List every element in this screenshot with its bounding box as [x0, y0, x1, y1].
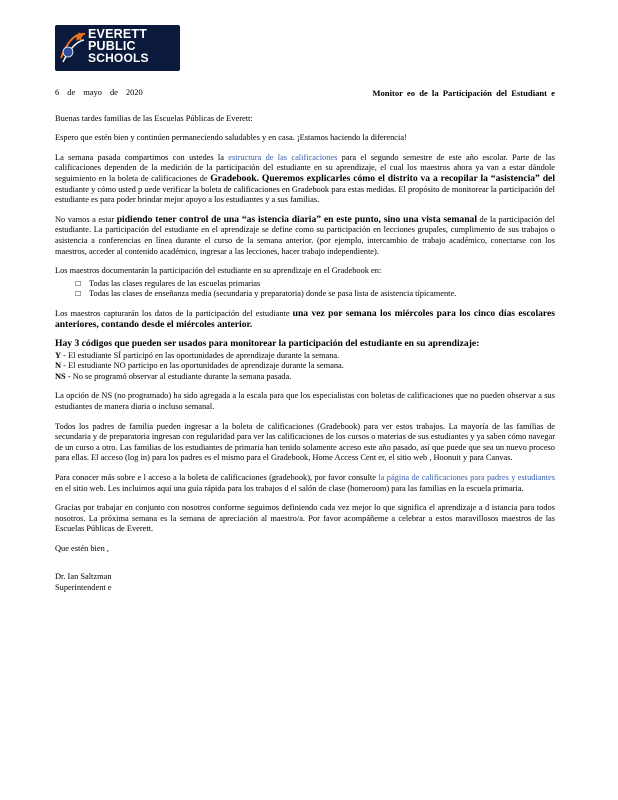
- paragraph-2: [55, 153, 555, 206]
- paragraph-3: [55, 215, 555, 257]
- header-row: [55, 88, 555, 99]
- list-item-text: Todas las clases regulares de las escuelas primarias: [89, 278, 261, 288]
- code-label: NS: [55, 371, 66, 381]
- code-text: - No se programó observar al estudiante durante la semana pasada.: [65, 371, 292, 381]
- paragraph-1: Espero que estén bien y continúen permaneciendo saludables y en casa. ¡Estamos haciendo la diferencia!: [55, 133, 407, 143]
- list-item: [55, 279, 555, 290]
- signature-name: Dr. Ian Saltzman: [55, 571, 112, 581]
- classes-list: [55, 279, 555, 300]
- codes-heading: Hay 3 códigos que pueden ser usados para monitorear la participación del estudiante en su aprendizaje:: [55, 338, 480, 350]
- p2-text-c: estudiante y cómo usted p uede verificar la boleta de calificaciones en Gradebook para estas medidas. El propósito de monitorear la participación del estudiante es para poder brindar mejor apoyo a los estudiantes y a sus familias.: [55, 184, 555, 205]
- paragraph-5: [55, 309, 555, 330]
- list-item-text: Todas las clases de enseñanza media (secundaria y preparatoria) donde se pasa lista de asistencia típicamente.: [89, 289, 457, 299]
- p9-text-a: Para conocer más sobre e l acceso a la boleta de calificaciones (gradebook), por favor consulte: [55, 473, 379, 483]
- code-row: [55, 361, 555, 372]
- everett-public-schools-logo: [55, 25, 180, 71]
- paragraph-9: [55, 473, 555, 494]
- code-row: [55, 351, 555, 362]
- grading-structure-link[interactable]: estructura de las calificaciones: [228, 152, 338, 162]
- paragraph-7: La opción de NS (no programado) ha sido agregada a la escala para que los especialistas con boletas de calificaciones que no pueden observar a sus estudiantes de manera diaria o incluso semanal.: [55, 391, 555, 412]
- signature-block: [55, 571, 555, 593]
- letter-title: Monitor eo de la Participación del Estudiant e: [372, 88, 555, 98]
- p5-bold-text: una vez por semana los miércoles para los cinco días escolares anteriores, contando desde el miércoles anterior.: [55, 307, 555, 330]
- p3-text-b: de la participación del estudiante. La participación del estudiante en el aprendizaje se define como su participación en lecciones grupales, cumplimento de sus trabajos o asistencia a conferencias en línea durante el curso de la semana anterior. (por ejemplo, intercambio de trabajo académico, conectarse con los maestros, acceder al contenido académico, ingresar a las lecciones, hacer trabajo independiente).: [55, 214, 555, 256]
- code-label: N: [55, 361, 62, 371]
- paragraph-4: Los maestros documentarán la participación del estudiante en su aprendizaje en el Gradebook en:: [55, 266, 382, 276]
- code-text: - El estudiante NO participo en las oportunidades de aprendizaje durante la semana.: [61, 361, 344, 371]
- codes-list: [55, 351, 555, 383]
- logo-line-2: PUBLIC: [88, 39, 136, 53]
- code-row: [55, 372, 555, 383]
- p2-text-b: para el segundo semestre de este año escolar. Parte de las calificaciones dependen de la medición de la participación del estudiante en su aprendizaje, el cual los maestros ahora ya van a estar dándole seguimiento en la boleta de calificaciones de: [55, 152, 555, 183]
- list-item: [55, 289, 555, 300]
- p5-text-a: Los maestros capturarán los datos de la participación del estudiante: [55, 308, 293, 318]
- torch-star-icon: [57, 28, 87, 68]
- letter-date: 6 de mayo de 2020: [55, 88, 143, 97]
- checkbox-bullet-icon: ☐: [75, 290, 82, 299]
- greeting: Buenas tardes familias de las Escuelas Públicas de Everett:: [55, 113, 253, 123]
- p9-text-b: en el sitio web. Les incluimos aquí una guía rápida para los trabajos d el salón de clase (homeroom) para las familias en la escuela primaria.: [55, 483, 524, 493]
- p2-large-text: Gradebook. Queremos explicarles cómo el distrito va a recopilar la “asistencia” del: [210, 172, 555, 184]
- signature-role: Superintendent e: [55, 582, 112, 592]
- paragraph-10: Gracias por trabajar en conjunto con nosotros conforme seguimos definiendo cada vez mejor lo que significa el aprendizaje a d istancia para todos nosotros. La próxima semana es la semana de apreciación al maestro/a. Por favor acompáñeme a celebrar a estos maravillosos maestros de las Escuelas Públicas de Everett.: [55, 503, 555, 534]
- paragraph-8: Todos los padres de familia pueden ingresar a la boleta de calificaciones (Gradebook) para ver estos trabajos. La mayoría de las familias de secundaria y de preparatoria ingresan con regularidad para ver las calificaciones de los cursos o materias de sus estudiantes y ya saben cómo navegar de un curso a otro. Las familias de los estudiantes de primaria han tenido solamente acceso este año pasado, así que puede que sea un nuevo proceso para ellas. El acceso (log in) para los padres es el mismo para el Gradebook, Home Access Cent er, el sitio web , Hoonuit y para Canvas.: [55, 421, 555, 463]
- logo-line-1: EVERETT: [88, 27, 148, 41]
- closing: Que estén bien ,: [55, 544, 109, 553]
- checkbox-bullet-icon: ☐: [75, 279, 82, 288]
- logo-line-3: SCHOOLS: [88, 51, 149, 65]
- letter-body: [55, 88, 555, 593]
- p2-text-a: La semana pasada compartimos con ustedes la: [55, 152, 229, 162]
- code-label: Y: [55, 350, 62, 360]
- p3-text-a: No vamos a estar: [55, 214, 117, 224]
- code-text: - El estudiante SÍ participó en las oportunidades de aprendizaje durante la semana.: [61, 350, 340, 360]
- p3-large-text: pidiendo tener control de una “as istencia diaria” en este punto, sino una vista semanal: [116, 213, 478, 225]
- grades-page-link[interactable]: la página de calificaciones para padres y estudiantes: [378, 473, 555, 483]
